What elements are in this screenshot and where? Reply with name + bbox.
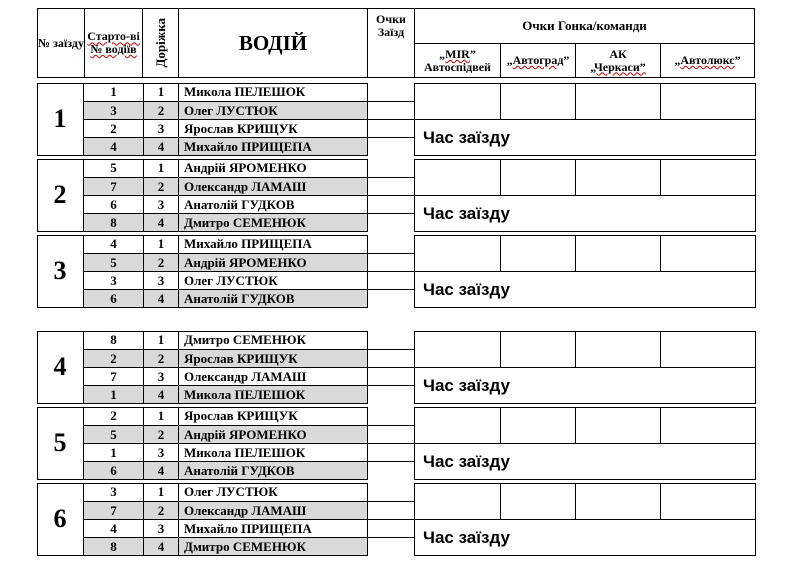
start-number: 8 (84, 214, 144, 232)
start-number: 6 (84, 290, 144, 308)
header-start-number-label: Старто-ві № водіїв (87, 29, 140, 56)
race-points-cell[interactable] (367, 102, 414, 120)
driver-row (84, 385, 414, 403)
header-driver (178, 8, 368, 78)
race-points-cell[interactable] (367, 290, 414, 308)
driver-row (84, 367, 414, 385)
driver-row (84, 537, 414, 555)
header-lane (142, 8, 179, 78)
driver-name: Микола ПЕЛЕШОК (184, 84, 306, 99)
team-cell-divider (660, 331, 661, 367)
team-mir-name: „MIR” (439, 46, 476, 61)
header-race-points (367, 8, 415, 78)
start-number: 5 (84, 254, 144, 272)
race-time-label: Час заїзду (423, 128, 510, 147)
lane-number: 3 (144, 444, 179, 462)
driver-row (84, 195, 414, 213)
race-time-label: Час заїзду (423, 204, 510, 223)
race-points-cell[interactable] (367, 235, 414, 253)
driver-row (84, 501, 414, 519)
driver-name: Олег ЛУСТЮК (184, 484, 278, 499)
start-number: 1 (84, 386, 144, 404)
driver-row (84, 271, 414, 289)
team-avtograd-name: „Автоград” (506, 53, 570, 68)
start-number: 7 (84, 502, 144, 520)
race-points-cell[interactable] (367, 407, 414, 425)
driver-row (84, 331, 414, 349)
race-number: 3 (37, 235, 84, 307)
race-points-cell[interactable] (367, 331, 414, 349)
race-time-label: Час заїзду (423, 376, 510, 395)
start-number: 8 (84, 538, 144, 556)
team-cell-divider (500, 483, 501, 519)
race-time-label: Час заїзду (423, 528, 510, 547)
driver-name: Микола ПЕЛЕШОК (184, 387, 306, 402)
team-cell-divider (660, 159, 661, 195)
lane-number: 4 (144, 462, 179, 480)
race-number: 4 (37, 331, 84, 403)
team-cell-divider (500, 83, 501, 119)
lane-number: 3 (144, 520, 179, 538)
driver-name: Олександр ЛАМАШ (184, 503, 307, 518)
team-cell-divider (500, 159, 501, 195)
race-points-cell[interactable] (367, 483, 414, 501)
team-points-divider (414, 367, 756, 368)
header-start-number (84, 8, 143, 78)
team-cell-divider (500, 407, 501, 443)
team-points-divider (414, 443, 756, 444)
lane-number: 3 (144, 368, 179, 386)
driver-row (84, 177, 414, 195)
team-cell-divider (575, 83, 576, 119)
team-cell-divider (500, 331, 501, 367)
driver-name: Анатолій ГУДКОВ (184, 463, 295, 478)
driver-name: Дмитро СЕМЕНЮК (184, 539, 306, 554)
lane-number: 4 (144, 290, 179, 308)
header-team-points (414, 8, 755, 44)
race-points-cell[interactable] (367, 272, 414, 290)
lane-number: 2 (144, 254, 179, 272)
start-number: 3 (84, 102, 144, 120)
header-lane-label: Доріжка (152, 18, 168, 68)
header-race-points-label: Очки Заїзд (376, 12, 406, 39)
driver-name: Михайло ПРИЩЕПА (184, 139, 312, 154)
start-number: 2 (84, 120, 144, 138)
driver-name: Андрій ЯРОМЕНКО (184, 427, 307, 442)
driver-row (84, 483, 414, 501)
team-col-mir (414, 43, 501, 78)
race-points-cell[interactable] (367, 120, 414, 138)
start-number: 5 (84, 426, 144, 444)
driver-row (84, 425, 414, 443)
race-points-cell[interactable] (367, 214, 414, 232)
lane-number: 3 (144, 120, 179, 138)
team-points-divider (414, 519, 756, 520)
race-points-cell[interactable] (367, 159, 414, 177)
team-cell-divider (660, 235, 661, 271)
start-number: 4 (84, 138, 144, 156)
driver-name: Олег ЛУСТЮК (184, 103, 278, 118)
driver-name: Дмитро СЕМЕНЮК (184, 215, 306, 230)
lane-number: 4 (144, 138, 179, 156)
start-number: 6 (84, 462, 144, 480)
race-points-cell[interactable] (367, 462, 414, 480)
team-cell-divider (575, 331, 576, 367)
lane-number: 2 (144, 502, 179, 520)
driver-row (84, 407, 414, 425)
driver-name: Олександр ЛАМАШ (184, 369, 307, 384)
driver-row (84, 443, 414, 461)
start-number: 7 (84, 368, 144, 386)
team-cell-divider (500, 235, 501, 271)
driver-row (84, 137, 414, 155)
driver-name: Олександр ЛАМАШ (184, 179, 307, 194)
start-number: 1 (84, 83, 144, 101)
driver-name: Ярослав КРИЩУК (184, 121, 298, 136)
lane-number: 2 (144, 102, 179, 120)
race-points-cell[interactable] (367, 386, 414, 404)
lane-number: 3 (144, 196, 179, 214)
driver-row (84, 349, 414, 367)
lane-number: 1 (144, 407, 179, 425)
lane-number: 1 (144, 483, 179, 501)
driver-row (84, 213, 414, 231)
driver-name: Олег ЛУСТЮК (184, 273, 278, 288)
start-number: 6 (84, 196, 144, 214)
lane-number: 1 (144, 83, 179, 101)
lane-number: 1 (144, 235, 179, 253)
race-number: 2 (37, 159, 84, 231)
race-points-cell[interactable] (367, 138, 414, 156)
team-ak-sub: „Черкаси” (590, 59, 646, 74)
driver-row (84, 159, 414, 177)
header-driver-label: ВОДІЙ (238, 30, 308, 55)
lane-number: 2 (144, 178, 179, 196)
driver-row (84, 235, 414, 253)
lane-number: 1 (144, 331, 179, 349)
lane-number: 4 (144, 214, 179, 232)
race-points-cell[interactable] (367, 83, 414, 101)
start-number: 4 (84, 520, 144, 538)
race-points-cell[interactable] (367, 520, 414, 538)
team-col-ak-cherkasy (575, 43, 661, 78)
lane-number: 4 (144, 538, 179, 556)
driver-name: Ярослав КРИЩУК (184, 351, 298, 366)
start-number: 3 (84, 483, 144, 501)
team-points-divider (414, 271, 756, 272)
race-points-cell[interactable] (367, 426, 414, 444)
start-number: 4 (84, 235, 144, 253)
team-points-divider (414, 195, 756, 196)
team-cell-divider (575, 159, 576, 195)
team-col-avtograd (500, 43, 576, 78)
driver-row (84, 101, 414, 119)
driver-name: Андрій ЯРОМЕНКО (184, 255, 307, 270)
race-points-cell[interactable] (367, 444, 414, 462)
team-ak-name: АК (609, 46, 627, 61)
driver-name: Дмитро СЕМЕНЮК (184, 332, 306, 347)
driver-name: Микола ПЕЛЕШОК (184, 445, 306, 460)
race-number: 1 (37, 83, 84, 155)
start-number: 8 (84, 331, 144, 349)
team-points-divider (414, 119, 756, 120)
driver-row (84, 461, 414, 479)
team-cell-divider (660, 83, 661, 119)
race-number: 5 (37, 407, 84, 479)
team-cell-divider (575, 407, 576, 443)
lane-number: 2 (144, 426, 179, 444)
driver-row (84, 83, 414, 101)
start-number: 2 (84, 407, 144, 425)
driver-name: Михайло ПРИЩЕПА (184, 521, 312, 536)
race-time-label: Час заїзду (423, 452, 510, 471)
lane-number: 4 (144, 386, 179, 404)
start-number: 1 (84, 444, 144, 462)
race-number: 6 (37, 483, 84, 555)
race-points-cell[interactable] (367, 178, 414, 196)
header-race-number-label: № заїзду (38, 35, 84, 50)
team-cell-divider (660, 407, 661, 443)
start-number: 5 (84, 159, 144, 177)
lane-number: 3 (144, 272, 179, 290)
header-race-number (37, 8, 85, 78)
team-avtolux-name: „Автолюкс” (674, 53, 741, 68)
driver-name: Ярослав КРИЩУК (184, 408, 298, 423)
driver-name: Анатолій ГУДКОВ (184, 291, 295, 306)
driver-name: Андрій ЯРОМЕНКО (184, 160, 307, 175)
driver-name: Анатолій ГУДКОВ (184, 197, 295, 212)
race-time-label: Час заїзду (423, 280, 510, 299)
race-points-cell[interactable] (367, 350, 414, 368)
race-points-cell[interactable] (367, 502, 414, 520)
lane-number: 2 (144, 350, 179, 368)
team-col-avtolux (660, 43, 755, 78)
driver-name: Михайло ПРИЩЕПА (184, 236, 312, 251)
race-points-cell[interactable] (367, 196, 414, 214)
start-number: 7 (84, 178, 144, 196)
driver-row (84, 119, 414, 137)
race-points-cell[interactable] (367, 254, 414, 272)
race-points-cell[interactable] (367, 368, 414, 386)
team-cell-divider (575, 235, 576, 271)
team-mir-sub: Автоспідвей (424, 59, 491, 74)
lane-number: 1 (144, 159, 179, 177)
race-points-cell[interactable] (367, 538, 414, 556)
start-number: 2 (84, 350, 144, 368)
driver-row (84, 519, 414, 537)
start-number: 3 (84, 272, 144, 290)
team-cell-divider (575, 483, 576, 519)
driver-row (84, 253, 414, 271)
driver-row (84, 289, 414, 307)
header-team-points-label: Очки Гонка/команди (522, 18, 647, 34)
team-cell-divider (660, 483, 661, 519)
